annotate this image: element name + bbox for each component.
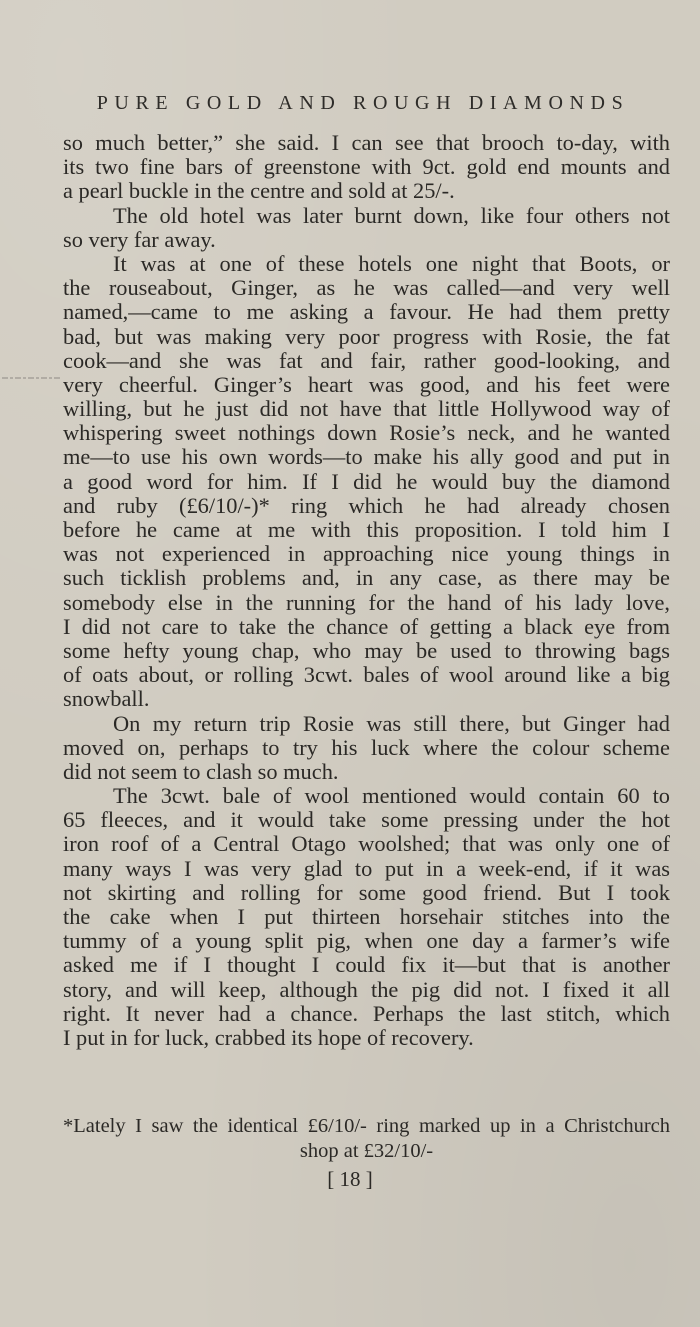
text-line: The old hotel was later burnt down, like four others not: [113, 202, 670, 228]
footnote: [63, 1114, 670, 1164]
body-text: [63, 131, 670, 1050]
text-line: iron roof of a Central Otago woolshed; that was only one of: [63, 831, 670, 857]
text-line: the rouseabout, Ginger, as he was called—and very well: [63, 275, 670, 301]
text-line: was not experienced in approaching nice young things in: [63, 541, 670, 567]
text-line: me—to use his own words—to make his ally good and put in: [63, 444, 670, 470]
text-line: some hefty young chap, who may be used to throwing bags: [63, 637, 670, 663]
text-line: a good word for him. If I did he would buy the diamond: [63, 468, 670, 494]
text-line: story, and will keep, although the pig did not. I fixed it all: [63, 976, 670, 1002]
text-line: I did not care to take the chance of getting a black eye from: [63, 613, 670, 639]
text-line: It was at one of these hotels one night that Boots, or: [113, 250, 670, 276]
footnote-line-2: shop at £32/10/-: [299, 1140, 434, 1162]
text-line: asked me if I thought I could fix it—but that is another: [63, 952, 670, 978]
text-line: named,—came to me asking a favour. He had them pretty: [63, 299, 670, 325]
running-head: PURE GOLD AND ROUGH DIAMONDS: [96, 92, 630, 114]
text-line: right. It never had a chance. Perhaps the last stitch, which: [63, 1000, 670, 1026]
text-line: The 3cwt. bale of wool mentioned would contain 60 to: [113, 783, 670, 809]
text-line: so very far away.: [63, 226, 216, 252]
text-line: bad, but was making very poor progress with Rosie, the fat: [63, 323, 670, 349]
text-line: did not seem to clash so much.: [63, 758, 339, 784]
text-line: whispering sweet nothings down Rosie’s neck, and he wanted: [63, 420, 670, 446]
text-line: not skirting and rolling for some good friend. But I took: [63, 879, 670, 905]
text-line: such ticklish problems and, in any case, as there may be: [63, 565, 670, 591]
text-line: of oats about, or rolling 3cwt. bales of wool around like a big: [63, 662, 670, 688]
text-line: and ruby (£6/10/-)* ring which he had already chosen: [63, 492, 670, 518]
text-line: moved on, perhaps to try his luck where the colour scheme: [63, 734, 670, 760]
text-line: so much better,” she said. I can see that brooch to-day, with: [63, 130, 670, 155]
text-line: many ways I was very glad to put in a week-end, if it was: [63, 855, 670, 881]
text-line: I put in for luck, crabbed its hope of recovery.: [63, 1024, 474, 1050]
text-line: tummy of a young split pig, when one day a farmer’s wife: [63, 928, 670, 954]
text-line: willing, but he just did not have that little Hollywood way of: [63, 396, 670, 422]
text-line: snowball.: [63, 686, 150, 712]
text-line: somebody else in the running for the hand of his lady love,: [63, 589, 670, 615]
text-line: a pearl buckle in the centre and sold at 25/-.: [63, 178, 455, 204]
text-line: On my return trip Rosie was still there, but Ginger had: [113, 710, 670, 736]
margin-pencil-mark: [2, 376, 60, 380]
text-line: before he came at me with this proposition. I told him I: [63, 517, 670, 542]
page-number: [ 18 ]: [327, 1167, 373, 1191]
text-line: cook—and she was fat and fair, rather good-looking, and: [63, 347, 670, 373]
text-line: the cake when I put thirteen horsehair stitches into the: [63, 904, 670, 929]
text-line: very cheerful. Ginger’s heart was good, and his feet were: [63, 371, 670, 397]
text-line: its two fine bars of greenstone with 9ct. gold end mounts and: [63, 154, 670, 180]
text-line: 65 fleeces, and it would take some pressing under the hot: [63, 807, 670, 833]
footnote-line-1: *Lately I saw the identical £6/10/- ring marked up in a Christchurch: [63, 1115, 670, 1137]
